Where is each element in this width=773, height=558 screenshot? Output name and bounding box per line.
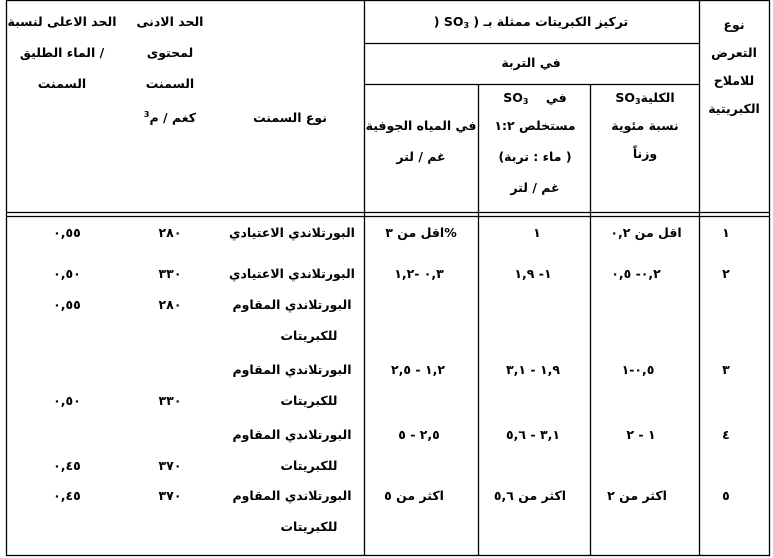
row1-min-cement: ٢٨٠ (158, 225, 182, 240)
row2-exposure: ٢ (722, 266, 730, 281)
header-max-wc-line2: الماء الطليق / (19, 45, 105, 60)
row1-cement: البورتلاندي الاعتيادي (229, 225, 355, 240)
header-exposure-line4: الكبريتية (708, 101, 760, 116)
row5-exposure: ٤ (722, 427, 730, 442)
header-extract-line2: مستخلص ١:٢ (494, 118, 576, 133)
row1-groundwater: اقل من ٣% (385, 225, 457, 240)
row4-cement-line2: للكبريتات (280, 393, 338, 408)
header-min-cement-line3: السمنت (145, 76, 195, 91)
row6-extract: اكثر من ٥,٦ (493, 488, 567, 503)
row6-cement-line2: للكبريتات (280, 519, 338, 534)
row3-cement-line2: للكبريتات (280, 328, 338, 343)
row6-min-cement: ٣٧٠ (158, 488, 182, 503)
header-total-so3-line2: نسبة مئوية (611, 118, 679, 133)
row4-max-wc: ٠,٥٠ (53, 393, 81, 408)
header-max-wc-line1: الحد الاعلى لنسبة (7, 14, 117, 29)
row1-extract: ١ (533, 225, 541, 240)
row6-groundwater: اكثر من ٥ (384, 488, 444, 503)
header-exposure-line3: للاملاح (713, 73, 755, 88)
row3-max-wc: ٠,٥٥ (53, 297, 81, 312)
header-cement-type: نوع السمنت (253, 110, 327, 125)
row4-min-cement: ٣٣٠ (158, 393, 182, 408)
header-extract-line4: غم / لتر (510, 180, 560, 195)
row6-cement-line1: البورتلاندي المقاوم (232, 488, 352, 503)
row2-extract: ١- ١,٩ (514, 266, 552, 281)
row1-total: اقل من ٠,٢ (610, 225, 682, 240)
row4-groundwater: ١,٢ - ٢,٥ (391, 362, 445, 377)
row2-total: ٠,٢- ٠,٥ (611, 266, 661, 281)
row4-cement-line1: البورتلاندي المقاوم (232, 362, 352, 377)
row5-cement-line1: البورتلاندي المقاوم (232, 427, 352, 442)
row4-exposure: ٣ (722, 362, 730, 377)
row5-cement-line2: للكبريتات (280, 458, 338, 473)
row4-total: ٠,٥-١ (621, 362, 655, 377)
header-exposure-line2: التعرض (711, 45, 757, 60)
header-max-wc-line3: السمنت (37, 76, 87, 91)
row5-max-wc: ٠,٤٥ (53, 458, 81, 473)
row5-total: ١ - ٢ (626, 427, 656, 442)
row2-groundwater: ٠,٣ -١,٢ (394, 266, 444, 281)
row6-max-wc: ٠,٤٥ (53, 488, 81, 503)
row2-max-wc: ٠,٥٠ (53, 266, 81, 281)
row5-extract: ٣,١ - ٥,٦ (506, 427, 560, 442)
header-total-so3-line3: وزناً (632, 146, 658, 161)
header-extract-line3: (ماء : تربة ) (498, 149, 572, 164)
row5-min-cement: ٣٧٠ (158, 458, 182, 473)
header-extract-so3: $SO_3$ في (503, 90, 567, 106)
row6-exposure: ٥ (722, 488, 730, 503)
header-in-soil: في التربة (501, 55, 561, 70)
row1-max-wc: ٠,٥٥ (53, 225, 81, 240)
header-total-so3: $SO_3الكلية$ (615, 90, 675, 106)
header-so3-concentration: )‎ $SO_3$ تركيز الكبريتات ممثلة بـ ( (433, 14, 629, 30)
header-min-cement-line1: الحد الادنى (136, 14, 204, 29)
header-min-cement-line2: لمحتوى (146, 45, 194, 60)
row2-cement: البورتلاندي الاعتيادي (229, 266, 355, 281)
row5-groundwater: ٢,٥ - ٥ (398, 427, 440, 442)
row3-min-cement: ٢٨٠ (158, 297, 182, 312)
row4-extract: ١,٩ - ٣,١ (506, 362, 560, 377)
row6-total: اكثر من ٢ (607, 488, 667, 503)
header-min-cement-unit: $^3$كغم / م (143, 110, 197, 125)
header-groundwater-line1: في المياه الجوفية (365, 118, 477, 133)
header-exposure-line1: نوع (723, 17, 745, 32)
header-groundwater-line2: غم / لتر (396, 149, 446, 164)
row1-exposure: ١ (722, 225, 730, 240)
row3-cement-line1: البورتلاندي المقاوم (232, 297, 352, 312)
row2-min-cement: ٣٣٠ (158, 266, 182, 281)
